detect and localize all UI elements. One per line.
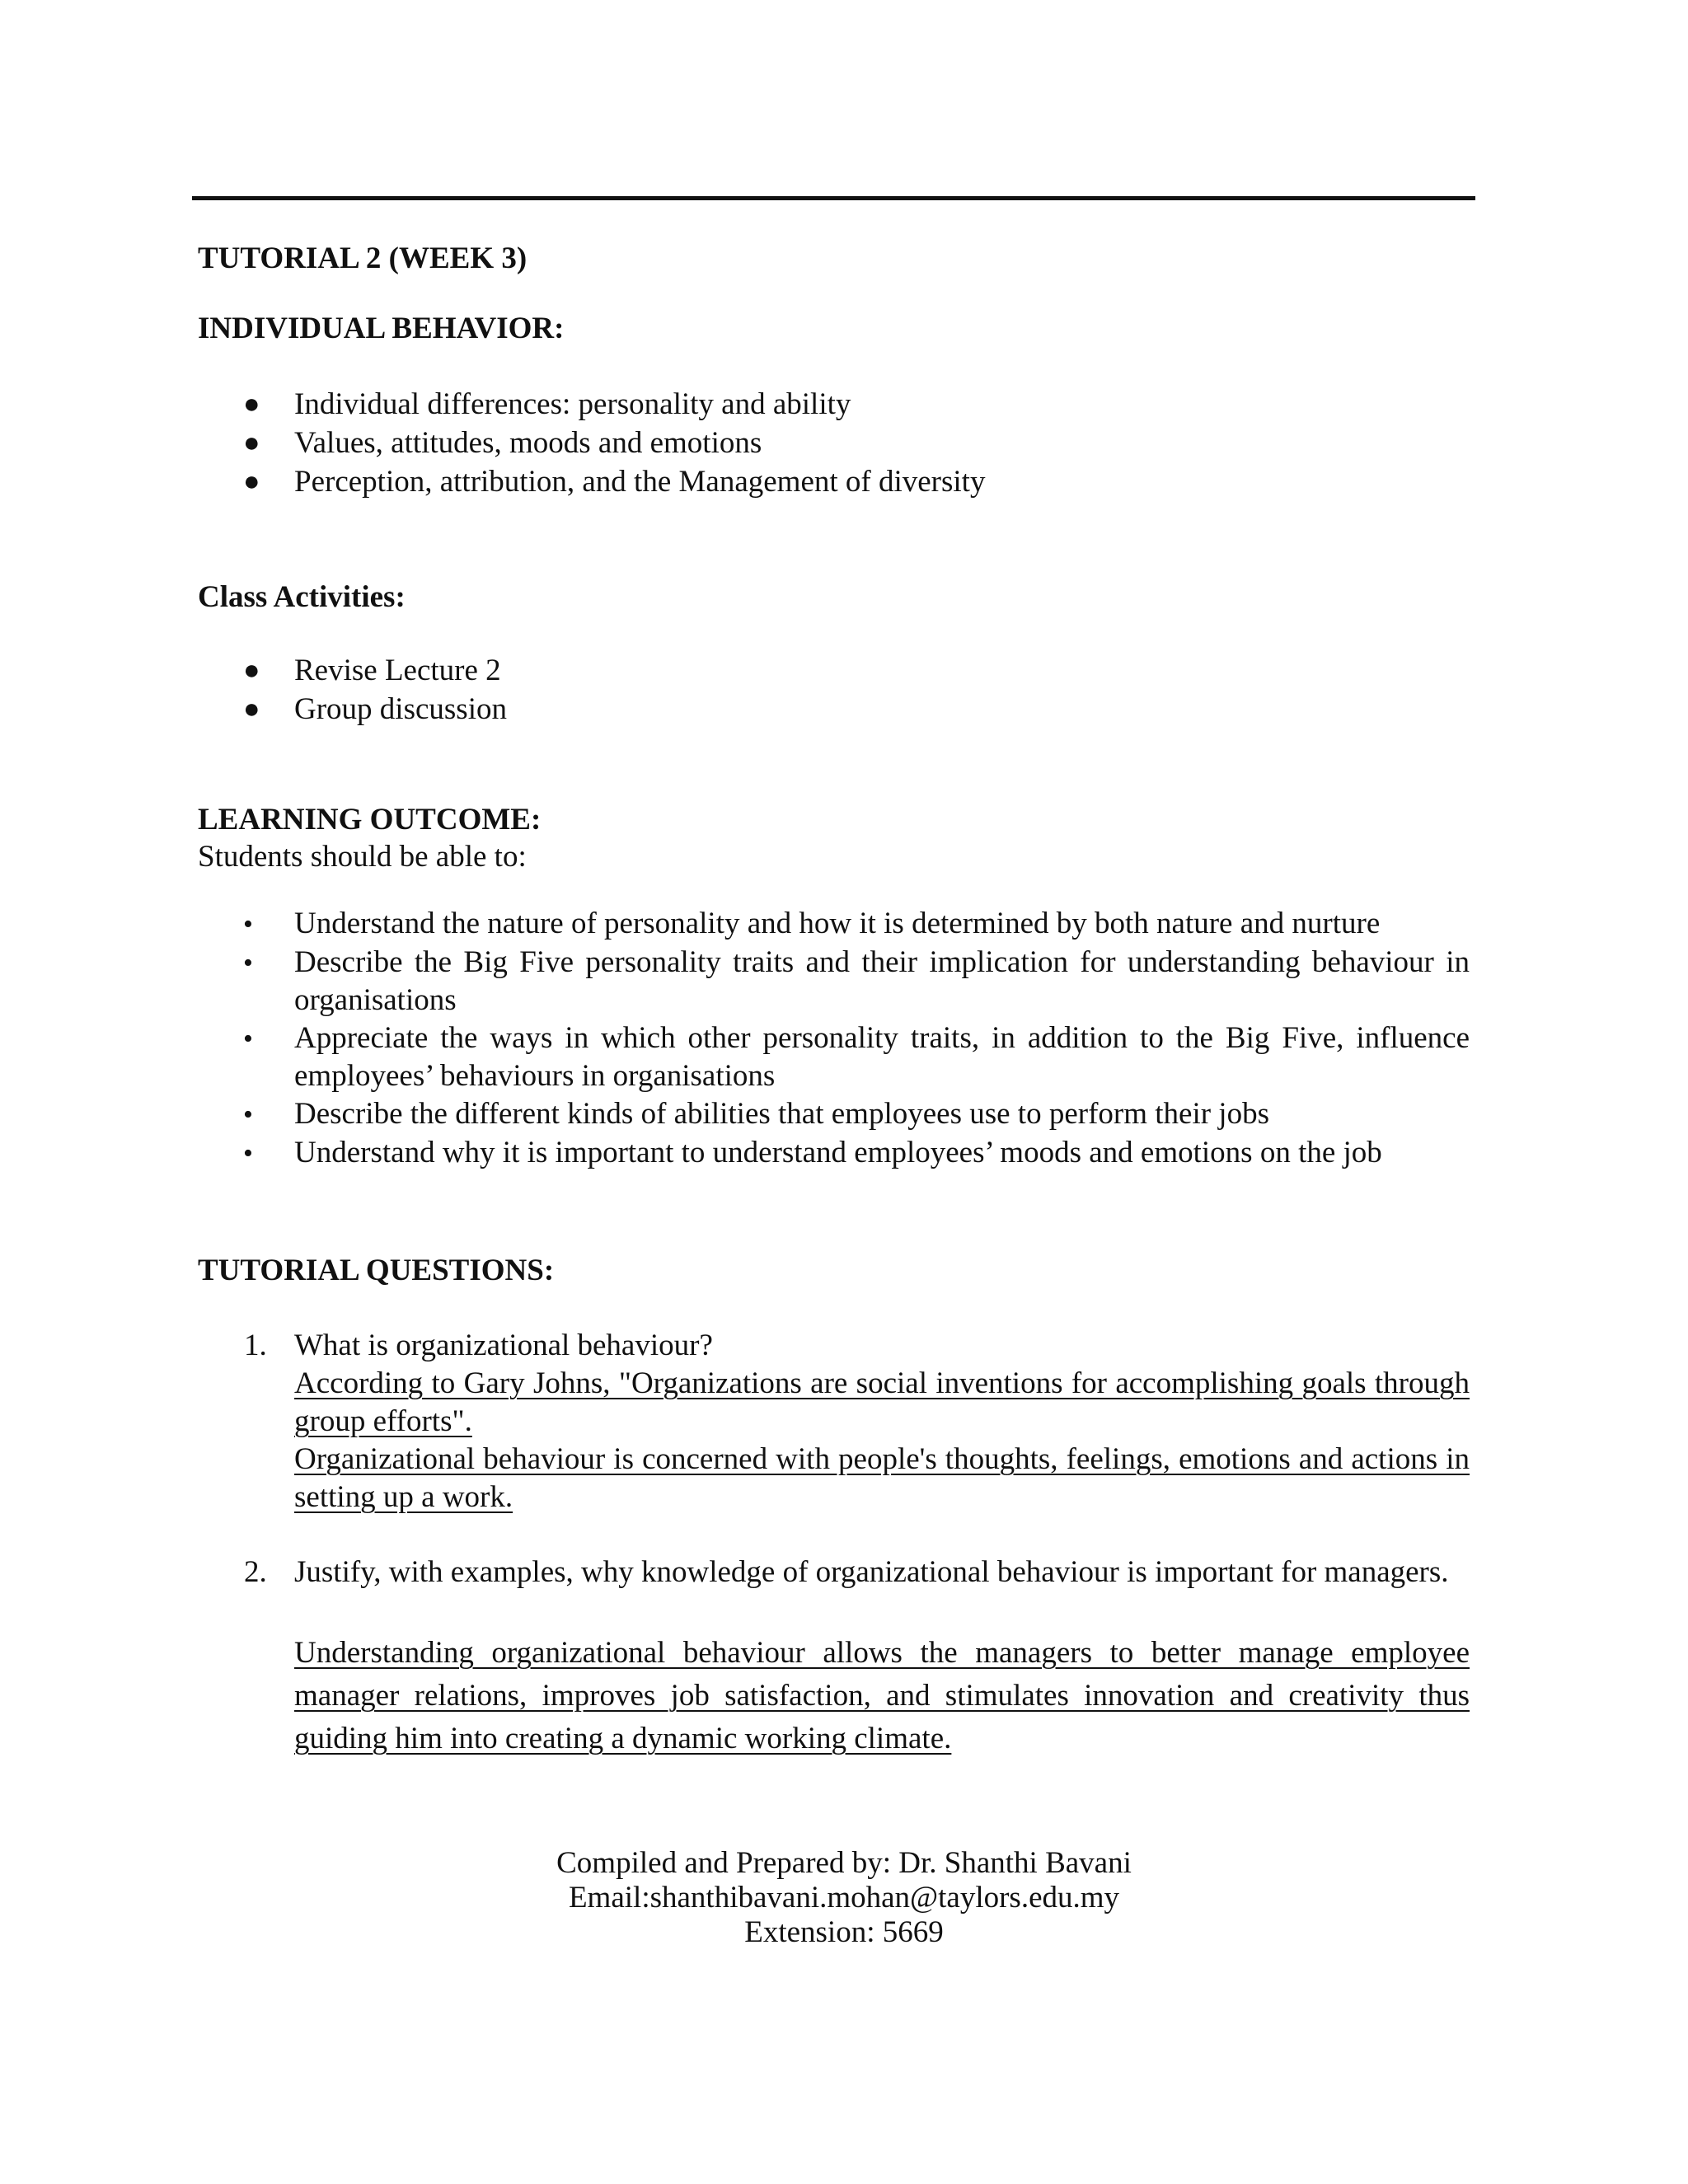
footer-email: Email:shanthibavani.mohan@taylors.edu.my xyxy=(568,1881,1120,1915)
bullet-icon: • xyxy=(243,1099,253,1130)
question-number: 2. xyxy=(244,1555,267,1589)
list-item: Group discussion xyxy=(294,692,507,726)
list-item: Values, attitudes, moods and emotions xyxy=(294,426,762,460)
learning-outcome-intro: Students should be able to: xyxy=(198,840,527,874)
answer-text: According to Gary Johns, "Organizations are social inventions for accomplishing goals through group efforts". xyxy=(294,1366,1470,1438)
bullet-icon: ● xyxy=(243,694,260,724)
bullet-icon: ● xyxy=(243,655,260,686)
top-horizontal-rule xyxy=(192,196,1475,200)
answer-text: Organizational behaviour is concerned with people's thoughts, feelings, emotions and actions in setting up a work. xyxy=(294,1442,1470,1514)
tutorial-questions-heading: TUTORIAL QUESTIONS: xyxy=(198,1254,555,1287)
tutorial-title: TUTORIAL 2 (WEEK 3) xyxy=(198,241,528,275)
footer-compiled-by: Compiled and Prepared by: Dr. Shanthi Bavani xyxy=(556,1846,1132,1880)
bullet-icon: • xyxy=(243,909,253,940)
bullet-icon: ● xyxy=(243,389,260,419)
bullet-icon: • xyxy=(243,948,253,978)
bullet-icon: • xyxy=(243,1024,253,1054)
bullet-icon: ● xyxy=(243,428,260,458)
bullet-icon: ● xyxy=(243,466,260,497)
bullet-icon: • xyxy=(243,1138,253,1169)
answer-text: Understanding organizational behaviour allows the managers to better manage employee manager relations, improves job satisfaction, and stimulates innovation and creativity thus guiding him into creating a dynamic working climate. xyxy=(294,1636,1470,1755)
list-item: Describe the different kinds of abilities that employees use to perform their jobs xyxy=(294,1097,1269,1131)
footer-extension: Extension: 5669 xyxy=(744,1915,944,1949)
class-activities-heading: Class Activities: xyxy=(198,580,406,614)
question-number: 1. xyxy=(244,1329,267,1362)
list-item: Appreciate the ways in which other personality traits, in addition to the Big Five, influence employees’ behaviours in organisations xyxy=(294,1021,1470,1093)
list-item: Describe the Big Five personality traits and their implication for understanding behaviour in organisations xyxy=(294,945,1470,1017)
question-text: What is organizational behaviour? xyxy=(294,1329,713,1362)
question-text: Justify, with examples, why knowledge of organizational behaviour is important for managers. xyxy=(294,1555,1449,1589)
list-item: Understand the nature of personality and how it is determined by both nature and nurture xyxy=(294,907,1381,940)
list-item: Individual differences: personality and ability xyxy=(294,387,851,421)
list-item: Revise Lecture 2 xyxy=(294,654,501,687)
list-item: Understand why it is important to understand employees’ moods and emotions on the job xyxy=(294,1136,1382,1169)
topic-heading: INDIVIDUAL BEHAVIOR: xyxy=(198,312,565,345)
learning-outcome-heading: LEARNING OUTCOME: xyxy=(198,803,542,837)
list-item: Perception, attribution, and the Management of diversity xyxy=(294,465,986,499)
